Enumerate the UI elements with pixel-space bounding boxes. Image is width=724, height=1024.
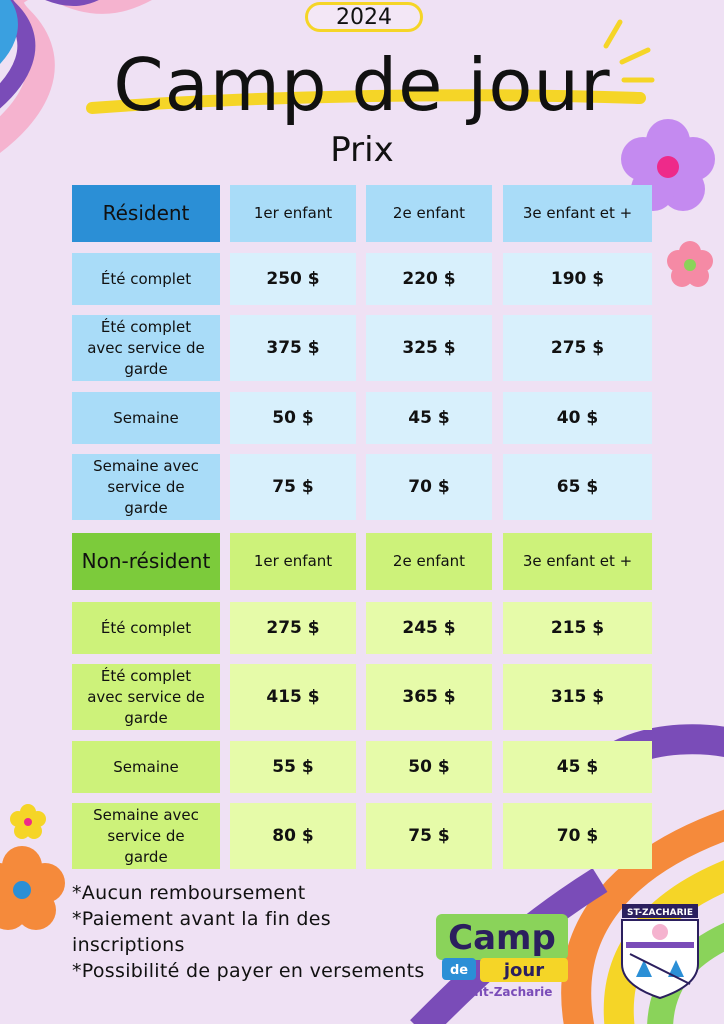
resident-price: 40 $	[503, 392, 652, 444]
non-resident-price: 80 $	[230, 803, 356, 869]
orange-flower-icon	[0, 846, 65, 930]
resident-price: 190 $	[503, 253, 652, 305]
year-badge: 2024	[305, 2, 423, 32]
note-item: *Aucun remboursement	[72, 882, 306, 904]
resident-header: Résident	[72, 185, 220, 242]
note-item: *Paiement avant la fin des inscriptions	[72, 908, 331, 956]
resident-col-header-3: 3e enfant et +	[503, 185, 652, 242]
resident-row-label: Semaine avec service de garde	[72, 454, 220, 520]
resident-row-label: Été complet	[72, 253, 220, 305]
camp-logo-word: Camp	[448, 918, 556, 958]
non-resident-price: 275 $	[230, 602, 356, 654]
resident-price: 250 $	[230, 253, 356, 305]
non-resident-price: 45 $	[503, 741, 652, 793]
non-resident-price: 75 $	[366, 803, 492, 869]
non-resident-price: 365 $	[366, 664, 492, 730]
non-resident-col-header-2: 2e enfant	[366, 533, 492, 590]
camp-logo-de: de	[449, 963, 469, 978]
municipality-logo	[616, 902, 704, 1000]
camp-logo-location: Saint-Zacharie	[453, 985, 553, 999]
non-resident-price: 245 $	[366, 602, 492, 654]
resident-price: 75 $	[230, 454, 356, 520]
resident-row-label: Semaine	[72, 392, 220, 444]
non-resident-col-header-1: 1er enfant	[230, 533, 356, 590]
non-resident-row-label: Semaine avec service de garde	[72, 803, 220, 869]
resident-price: 375 $	[230, 315, 356, 381]
notes-list	[72, 880, 432, 984]
resident-price: 45 $	[366, 392, 492, 444]
non-resident-col-header-3: 3e enfant et +	[503, 533, 652, 590]
yellow-flower-icon	[10, 804, 46, 839]
resident-row-label: Été complet avec service de garde	[72, 315, 220, 381]
note-item: *Possibilité de payer en versements	[72, 960, 425, 982]
resident-price: 70 $	[366, 454, 492, 520]
non-resident-price: 415 $	[230, 664, 356, 730]
non-resident-row-label: Semaine	[72, 741, 220, 793]
resident-col-header-2: 2e enfant	[366, 185, 492, 242]
resident-col-header-1: 1er enfant	[230, 185, 356, 242]
non-resident-price: 50 $	[366, 741, 492, 793]
resident-price: 50 $	[230, 392, 356, 444]
municipality-logo-name: ST-ZACHARIE	[626, 908, 694, 918]
non-resident-row-label: Été complet	[72, 602, 220, 654]
camp-logo-jour: jour	[503, 960, 545, 981]
non-resident-price: 70 $	[503, 803, 652, 869]
page-title: Camp de jour	[113, 43, 611, 127]
resident-price: 325 $	[366, 315, 492, 381]
pink-flower-icon	[667, 241, 713, 287]
non-resident-row-label: Été complet avec service de garde	[72, 664, 220, 730]
camp-de-jour-logo	[432, 904, 574, 1000]
page-subtitle: Prix	[330, 130, 394, 170]
non-resident-price: 215 $	[503, 602, 652, 654]
non-resident-price: 55 $	[230, 741, 356, 793]
resident-price: 220 $	[366, 253, 492, 305]
non-resident-header: Non-résident	[72, 533, 220, 590]
resident-price: 275 $	[503, 315, 652, 381]
resident-price: 65 $	[503, 454, 652, 520]
non-resident-price: 315 $	[503, 664, 652, 730]
